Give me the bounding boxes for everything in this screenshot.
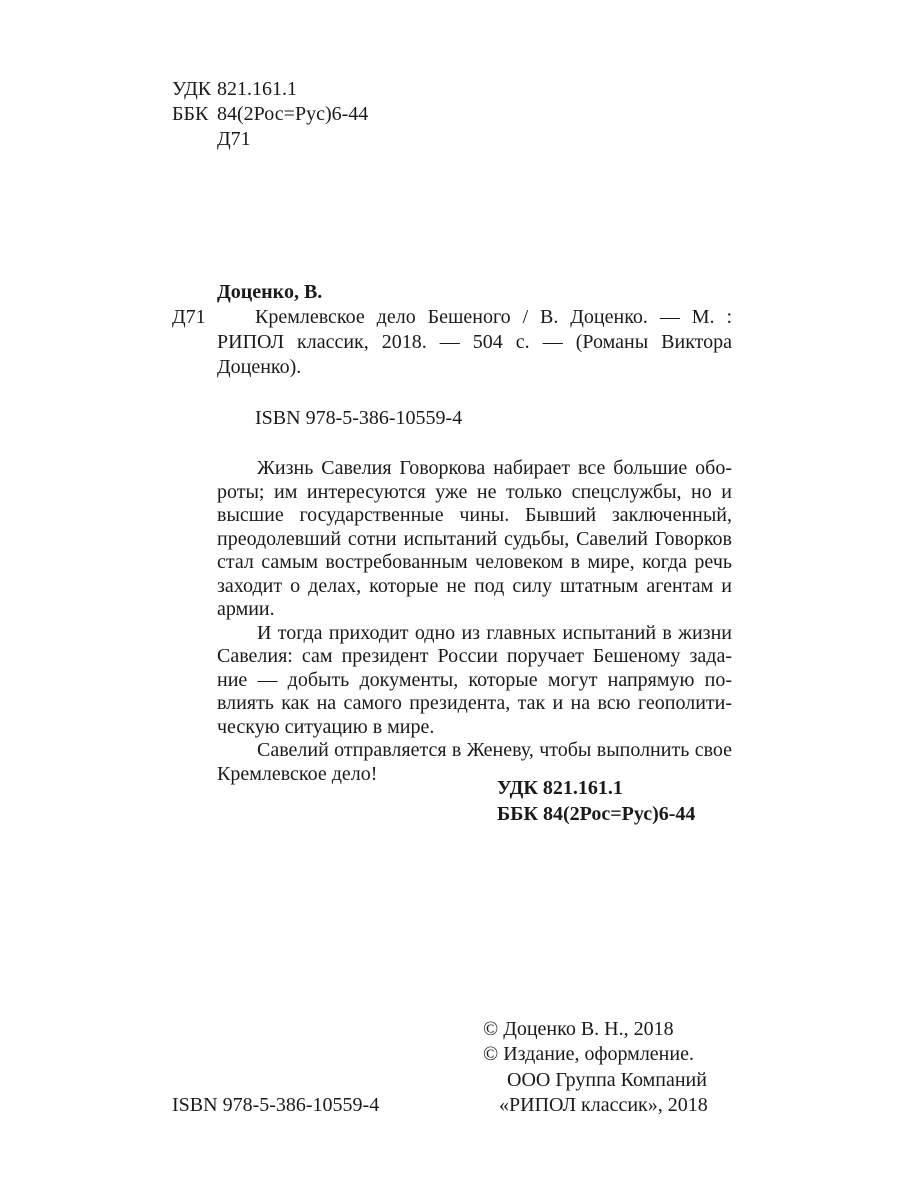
annotation-line: Савелий отправляется в Женеву, чтобы выполнить свое xyxy=(257,739,732,761)
record-title-line-2: РИПОЛ классик, 2018. — 504 с. — (Романы Виктора xyxy=(217,331,732,353)
record-author: Доценко, В. xyxy=(217,281,323,303)
classification-udk: УДК 821.161.1 xyxy=(497,777,623,799)
annotation-line: преодолевший сотни испытаний судьбы, Савелий Говорков xyxy=(217,527,732,550)
annotation-line: Кремлевское дело! xyxy=(217,762,378,785)
annotation-paragraph-2 xyxy=(217,622,732,740)
annotation-line: ние — добыть документы, которые могут напрямую по- xyxy=(217,668,732,691)
copyright-author: © Доценко В. Н., 2018 xyxy=(483,1018,674,1040)
bbk-value: 84(2Рос=Рус)6-44 xyxy=(217,103,369,125)
footer-isbn: ISBN 978-5-386-10559-4 xyxy=(172,1094,380,1116)
record-isbn: ISBN 978-5-386-10559-4 xyxy=(255,407,463,429)
annotation-line: высшие государственные чины. Бывший заключенный, xyxy=(217,504,732,526)
annotation-line: Савелия: сам президент России поручает Бешеному зада- xyxy=(217,645,732,667)
record-title-continuation xyxy=(217,330,732,380)
copyright-edition: © Издание, оформление. xyxy=(483,1043,694,1065)
udk-value: 821.161.1 xyxy=(217,78,297,100)
annotation xyxy=(217,457,732,786)
annotation-line: стал самым востребованным человеком в мире, когда речь xyxy=(217,551,732,573)
record-title-line-1: Кремлевское дело Бешеного / В. Доценко. — М. : xyxy=(255,306,732,328)
copyright-publisher-name: «РИПОЛ классик», 2018 xyxy=(499,1094,708,1116)
annotation-line: И тогда приходит одно из главных испытаний в жизни xyxy=(257,621,732,644)
classification-bbk: ББК 84(2Рос=Рус)6-44 xyxy=(497,803,696,825)
copyright-publisher: ООО Группа Компаний xyxy=(507,1069,707,1091)
annotation-line: Жизнь Савелия Говоркова набирает все большие обо- xyxy=(257,457,732,479)
annotation-line: роты; им интересуются уже не только спецслужбы, но и xyxy=(217,480,732,503)
annotation-line: армии. xyxy=(217,598,275,620)
record-title-line-3: Доценко). xyxy=(217,356,302,378)
record-sign: Д71 xyxy=(172,306,206,328)
author-sign: Д71 xyxy=(217,128,251,150)
annotation-paragraph-3 xyxy=(217,739,732,786)
annotation-line: влиять как на самого президента, так и на всю геополити- xyxy=(217,692,732,714)
udk-label: УДК xyxy=(172,78,212,100)
annotation-line: заходит о делах, которые не под силу штатным агентам и xyxy=(217,574,732,597)
annotation-paragraph-1 xyxy=(217,457,732,622)
annotation-line: ческую ситуацию в мире. xyxy=(217,715,435,738)
bbk-label: ББК xyxy=(172,103,209,125)
